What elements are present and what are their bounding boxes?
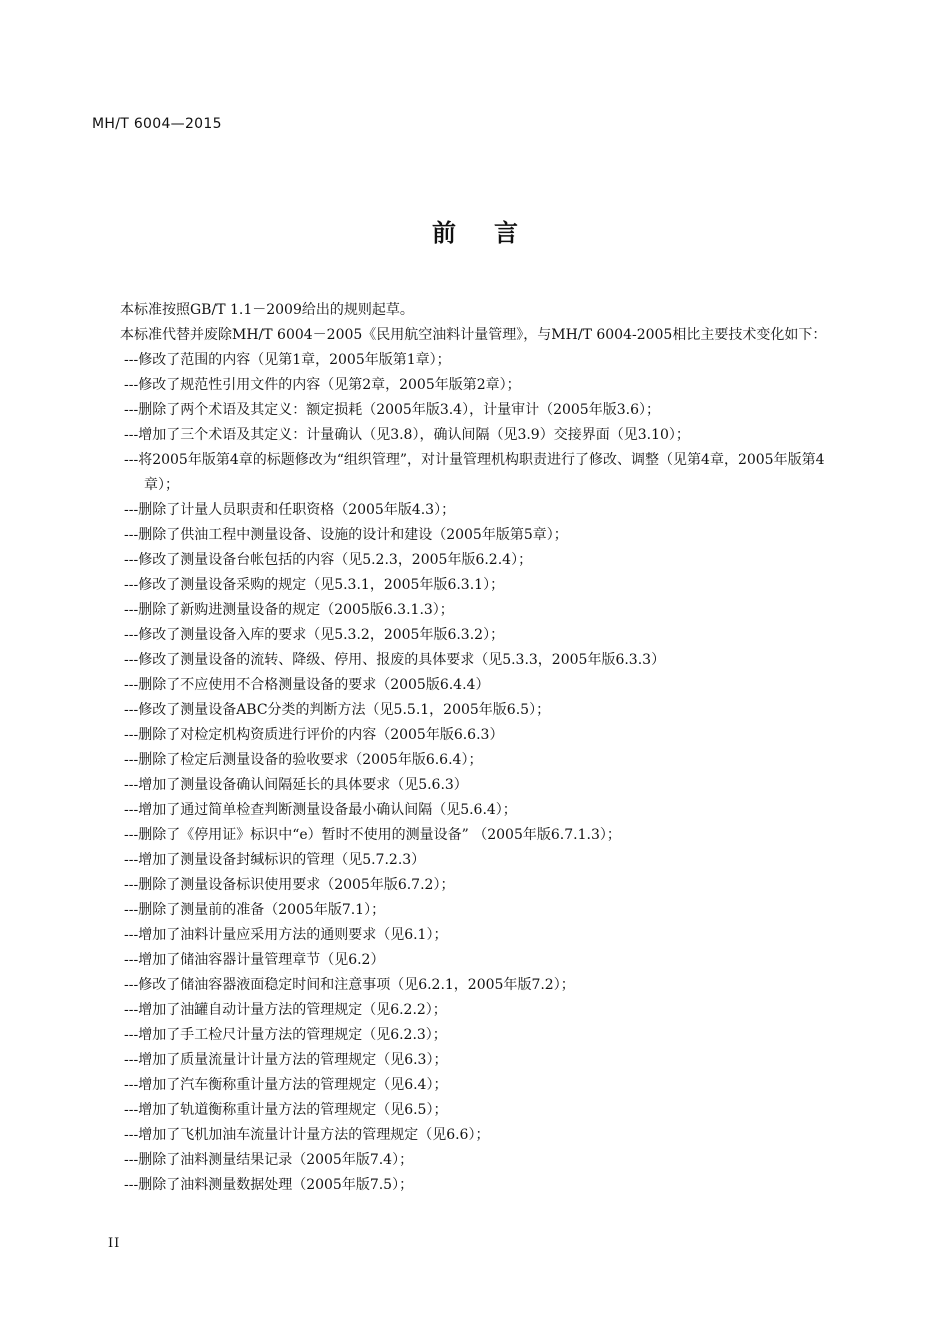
change-item: ---修改了规范性引用文件的内容（见第2章，2005年版第2章）；: [124, 377, 521, 393]
change-item: ---增加了油罐自动计量方法的管理规定（见6.2.2）；: [124, 1002, 447, 1018]
change-item: ---增加了轨道衡称重计量方法的管理规定（见6.5）；: [124, 1102, 448, 1118]
change-item: ---增加了储油容器计量管理章节（见6.2）: [124, 952, 385, 968]
change-item: ---删除了油料测量结果记录（2005年版7.4）；: [124, 1152, 414, 1168]
change-item: ---删除了检定后测量设备的验收要求（2005年版6.6.4）；: [124, 752, 483, 768]
change-item: ---增加了飞机加油车流量计计量方法的管理规定（见6.6）；: [124, 1127, 490, 1143]
change-item: ---删除了油料测量数据处理（2005年版7.5）；: [124, 1177, 414, 1193]
page-number: II: [108, 1236, 121, 1251]
change-item: ---增加了油料计量应采用方法的通则要求（见6.1）；: [124, 927, 448, 943]
change-item: ---增加了测量设备封缄标识的管理（见5.7.2.3）: [124, 852, 426, 868]
change-item: ---增加了三个术语及其定义：计量确认（见3.8），确认间隔（见3.9）交接界面（见3.10）；: [124, 427, 690, 443]
foreword-body: [92, 298, 852, 1198]
change-item: ---增加了汽车衡称重计量方法的管理规定（见6.4）；: [124, 1077, 448, 1093]
change-item: ---修改了测量设备采购的规定（见5.3.1，2005年版6.3.1）；: [124, 577, 505, 593]
change-list: [92, 348, 852, 1198]
change-item: ---修改了范围的内容（见第1章，2005年版第1章）；: [124, 352, 451, 368]
change-item: ---增加了手工检尺计量方法的管理规定（见6.2.3）；: [124, 1027, 447, 1043]
standard-code: MH/T 6004—2015: [92, 116, 222, 132]
change-item: ---删除了测量设备标识使用要求（2005年版6.7.2）；: [124, 877, 455, 893]
change-item: ---删除了两个术语及其定义：额定损耗（2005年版3.4），计量审计（2005年版3.6）；: [124, 402, 660, 418]
change-item: ---修改了测量设备台帐包括的内容（见5.2.3，2005年版6.2.4）；: [124, 552, 533, 568]
change-item: ---删除了《停用证》标识中“e）暂时不使用的测量设备” （2005年版6.7.1.3）；: [124, 827, 621, 843]
change-item: ---将2005年版第4章的标题修改为“组织管理”，对计量管理机构职责进行了修改、调整（见第4章，2005年版第4章）；: [124, 452, 825, 493]
intro-paragraph-2: 本标准代替并废除MH/T 6004－2005《民用航空油料计量管理》，与MH/T 6004-2005相比主要技术变化如下：: [120, 327, 827, 343]
change-item: ---删除了不应使用不合格测量设备的要求（2005版6.4.4）: [124, 677, 490, 693]
page-title: 前言: [432, 219, 556, 247]
intro-paragraph-1: 本标准按照GB/T 1.1－2009给出的规则起草。: [120, 302, 414, 318]
change-item: ---修改了测量设备的流转、降级、停用、报废的具体要求（见5.3.3，2005年版6.3.3）: [124, 652, 666, 668]
change-item: ---增加了质量流量计计量方法的管理规定（见6.3）；: [124, 1052, 448, 1068]
change-item: ---删除了对检定机构资质进行评价的内容（2005年版6.6.3）: [124, 727, 504, 743]
change-item: ---增加了测量设备确认间隔延长的具体要求（见5.6.3）: [124, 777, 468, 793]
change-item: ---删除了新购进测量设备的规定（2005版6.3.1.3）；: [124, 602, 454, 618]
change-item: ---删除了供油工程中测量设备、设施的设计和建设（2005年版第5章）；: [124, 527, 568, 543]
change-item: ---增加了通过简单检查判断测量设备最小确认间隔（见5.6.4）；: [124, 802, 517, 818]
change-item: ---修改了储油容器液面稳定时间和注意事项（见6.2.1，2005年版7.2）；: [124, 977, 575, 993]
change-item: ---删除了测量前的准备（2005年版7.1）；: [124, 902, 386, 918]
change-item: ---修改了测量设备入库的要求（见5.3.2，2005年版6.3.2）；: [124, 627, 505, 643]
change-item: ---修改了测量设备ABC分类的判断方法（见5.5.1，2005年版6.5）；: [124, 702, 551, 718]
change-item: ---删除了计量人员职责和任职资格（2005年版4.3）；: [124, 502, 456, 518]
